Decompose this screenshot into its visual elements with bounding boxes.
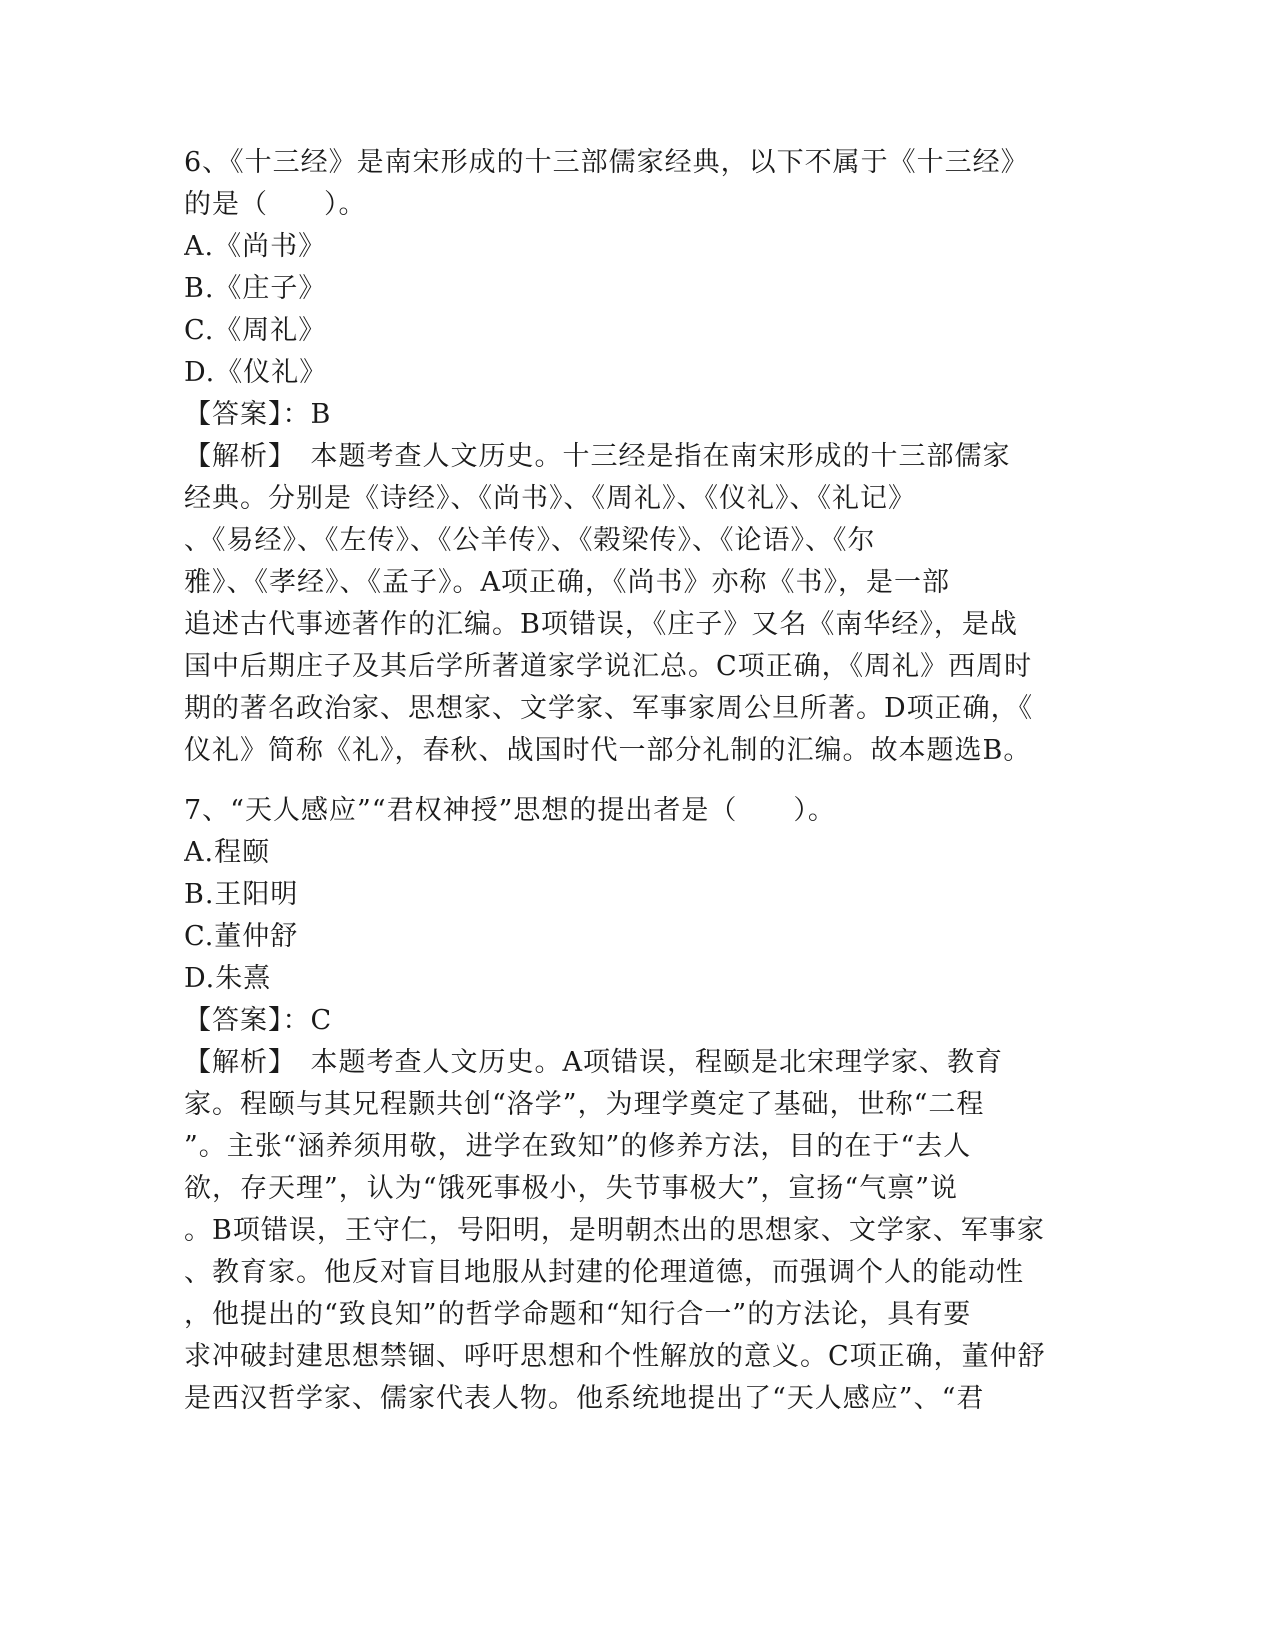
option-b: B.王阳明 (184, 879, 299, 910)
option-c: C.《周礼》 (184, 315, 327, 346)
analysis-line: 仪礼》简称《礼》，春秋、战国时代一部分礼制的汇编。故本题选B。 (184, 735, 1032, 766)
analysis-line: 欲，存天理”，认为“饿死事极小，失节事极大”，宣扬“气禀”说 (184, 1173, 959, 1204)
question-6 (184, 142, 1064, 772)
analysis-line: 。B项错误，王守仁，号阳明，是明朝杰出的思想家、文学家、军事家 (184, 1215, 1045, 1246)
analysis-line: 家。程颐与其兄程颢共创“洛学”，为理学奠定了基础，世称“二程 (184, 1089, 985, 1120)
option-d: D.《仪礼》 (184, 357, 328, 388)
question-content (184, 142, 1064, 1420)
analysis-line: ”。主张“涵养须用敬，进学在致知”的修养方法，目的在于“去人 (184, 1131, 972, 1162)
analysis-line: 追述古代事迹著作的汇编。B项错误，《庄子》又名《南华经》，是战 (184, 609, 1018, 640)
analysis-line: 、《易经》、《左传》、《公羊传》、《榖梁传》、《论语》、《尔 (184, 525, 876, 556)
option-d: D.朱熹 (184, 963, 272, 994)
analysis-line: 【解析】 本题考查人文历史。十三经是指在南宋形成的十三部儒家 (184, 441, 1011, 472)
analysis-line: 国中后期庄子及其后学所著道家学说汇总。C项正确，《周礼》西周时 (184, 651, 1033, 682)
question-stem-line: 6、《十三经》是南宋形成的十三部儒家经典，以下不属于《十三经》 (184, 147, 1029, 178)
analysis-line: 、教育家。他反对盲目地服从封建的伦理道德，而强调个人的能动性 (184, 1257, 1024, 1288)
question-stem-line: 的是（ ）。 (184, 189, 367, 220)
option-c: C.董仲舒 (184, 921, 299, 952)
analysis-line: ，他提出的“致良知”的哲学命题和“知行合一”的方法论，具有要 (184, 1299, 972, 1330)
analysis-line: 期的著名政治家、思想家、文学家、军事家周公旦所著。D项正确，《 (184, 693, 1034, 724)
question-stem-line: 7、“天人感应”“君权神授”思想的提出者是（ ）。 (184, 795, 836, 826)
question-7 (184, 790, 1064, 1420)
option-a: A.程颐 (184, 837, 271, 868)
answer-line: 【答案】：B (184, 399, 332, 430)
analysis-line: 是西汉哲学家、儒家代表人物。他系统地提出了“天人感应”、“君 (184, 1383, 985, 1414)
analysis-line: 雅》、《孝经》、《孟子》。A项正确，《尚书》亦称《书》，是一部 (184, 567, 950, 598)
analysis-line: 求冲破封建思想禁锢、呼吁思想和个性解放的意义。C项正确，董仲舒 (184, 1341, 1046, 1372)
analysis-line: 经典。分别是《诗经》、《尚书》、《周礼》、《仪礼》、《礼记》 (184, 483, 916, 514)
answer-line: 【答案】：C (184, 1005, 333, 1036)
analysis-line: 【解析】 本题考查人文历史。A项错误，程颐是北宋理学家、教育 (184, 1047, 1003, 1078)
option-a: A.《尚书》 (184, 231, 327, 262)
option-b: B.《庄子》 (184, 273, 327, 304)
question-divider-space (184, 772, 1064, 790)
